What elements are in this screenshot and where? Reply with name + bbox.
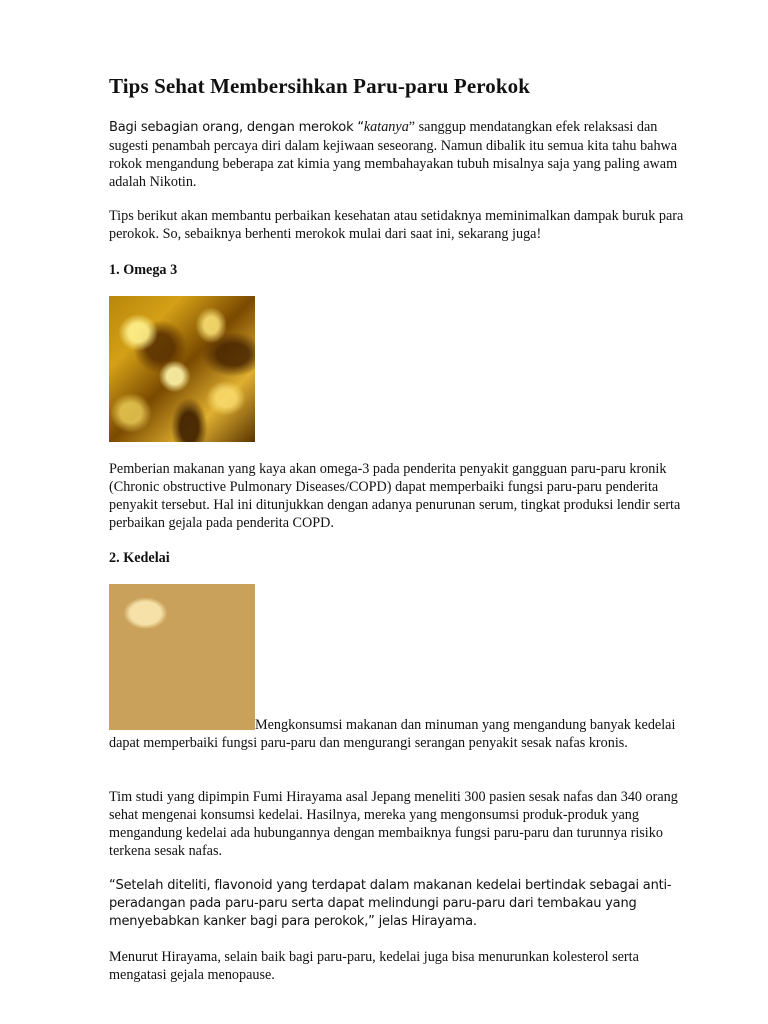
kedelai-paragraph: Mengkonsumsi makanan dan minuman yang mengandung banyak kedelai dapat memperbaiki fungsi paru-paru dan mengurangi serangan penyakit sesak nafas kronis. bbox=[109, 717, 676, 751]
closing-paragraph: Menurut Hirayama, selain baik bagi paru-paru, kedelai juga bisa menurunkan kolesterol serta mengatasi gejala menopause. bbox=[109, 949, 639, 983]
intro-paragraph bbox=[109, 118, 699, 191]
tips-intro-paragraph: Tips berikut akan membantu perbaikan kesehatan atau setidaknya meminimalkan dampak buruk para perokok. So, sebaiknya berhenti merokok mulai dari saat ini, sekarang juga! bbox=[109, 208, 684, 242]
intro-rest: ” sanggup mendatangkan efek relaksasi dan sugesti penambah percaya diri dalam kejiwaan seseorang. Namun dibalik itu semua kita tahu bahwa rokok mengandung beberapa zat kimia yang membahayakan tubuh misalnya saja yang paling awam adalah Nikotin. bbox=[109, 119, 678, 190]
quote-paragraph: “Setelah diteliti, flavonoid yang terdapat dalam makanan kedelai bertindak sebagai anti-peradangan pada paru-paru serta dapat melindungi paru-paru dari tembakau yang menyebabkan kanker bagi para perokok,” jelas Hirayama. bbox=[109, 878, 672, 929]
soybeans-image bbox=[109, 584, 255, 730]
intro-start: Bagi sebagian orang, dengan merokok “ bbox=[109, 120, 364, 135]
intro-italic: katanya bbox=[363, 119, 409, 135]
page-title: Tips Sehat Membersihkan Paru-paru Perokok bbox=[109, 74, 531, 98]
section-heading-omega: 1. Omega 3 bbox=[109, 262, 178, 278]
omega3-capsules-image bbox=[109, 296, 255, 442]
omega-paragraph: Pemberian makanan yang kaya akan omega-3 pada penderita penyakit gangguan paru-paru kronik (Chronic obstructive Pulmonary Diseases/COPD) dapat memperbaiki fungsi paru-paru penderita penyakit tersebut. Hal ini ditunjukkan dengan adanya penurunan serum, tingkat produksi lendir serta perbaikan gejala pada penderita COPD. bbox=[109, 461, 681, 531]
study-paragraph: Tim studi yang dipimpin Fumi Hirayama asal Jepang meneliti 300 pasien sesak nafas dan 340 orang sehat mengenai konsumsi kedelai. Hasilnya, mereka yang mengonsumsi produk-produk yang mengandung kedelai ada hubungannya dengan membaiknya fungsi paru-paru dan turunnya risiko terkena sesak nafas. bbox=[109, 789, 678, 859]
section-heading-kedelai: 2. Kedelai bbox=[109, 550, 170, 566]
